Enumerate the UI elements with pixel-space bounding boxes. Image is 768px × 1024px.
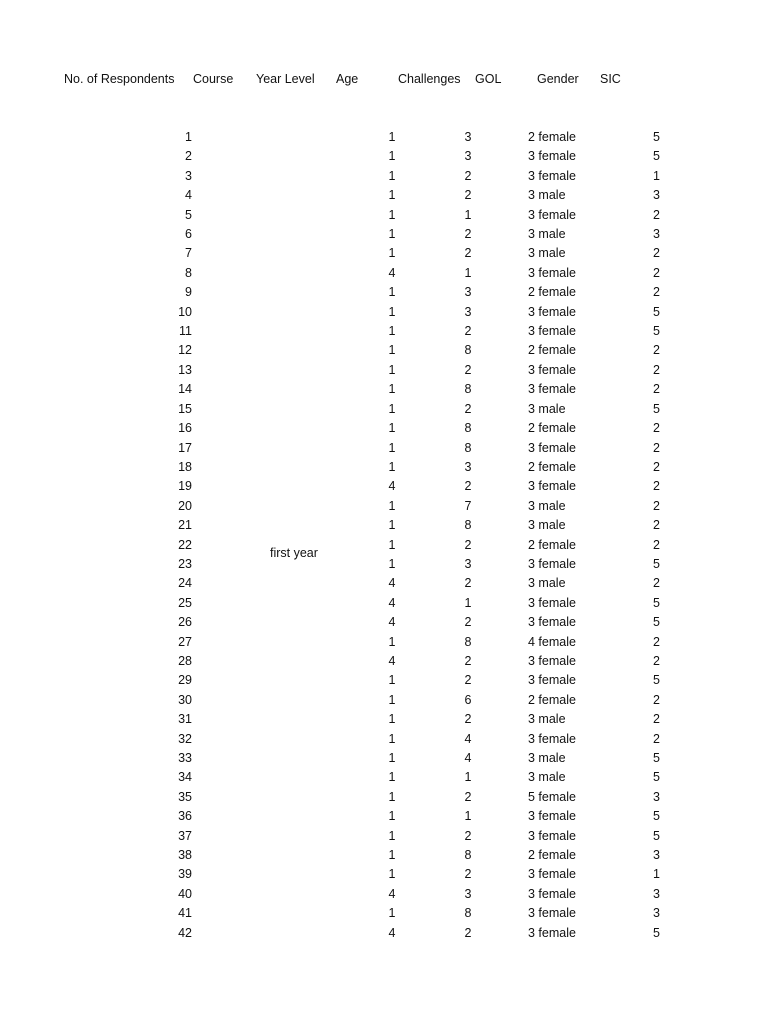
respondent-number: 9 (185, 285, 192, 300)
table-row (0, 613, 768, 632)
gender-value: 3 male (528, 401, 566, 416)
challenges-value: 1 (388, 751, 396, 765)
sic-value: 3 (653, 906, 660, 921)
sic-value: 5 (653, 770, 660, 785)
gender-value: 3 male (528, 188, 566, 203)
respondent-number: 35 (178, 789, 192, 804)
sic-value: 3 (653, 789, 660, 804)
table-row (0, 536, 768, 555)
gender-value: 3 male (528, 576, 566, 591)
respondent-number: 16 (178, 421, 192, 436)
respondent-number: 12 (178, 343, 192, 358)
respondent-number: 28 (178, 653, 192, 668)
gol-value: 2 (464, 712, 472, 727)
gol-value: 2 (464, 362, 472, 377)
challenges-value: 1 (388, 343, 396, 358)
respondent-number: 31 (178, 712, 192, 727)
respondent-number: 39 (178, 867, 192, 882)
table-row (0, 225, 768, 244)
challenges-value: 1 (388, 168, 396, 183)
challenges-value: 1 (388, 712, 396, 727)
respondent-number: 10 (178, 304, 192, 319)
respondent-number: 29 (178, 673, 192, 688)
table-row (0, 303, 768, 322)
sic-value: 3 (653, 886, 660, 901)
gender-value: 3 male (528, 770, 566, 785)
sic-value: 2 (653, 653, 660, 668)
table-row (0, 458, 768, 477)
gol-value: 2 (464, 168, 472, 183)
respondent-number: 40 (178, 886, 192, 901)
gol-value: 3 (464, 149, 472, 164)
respondent-number: 1 (185, 130, 192, 144)
challenges-value: 1 (388, 459, 396, 474)
challenges-value: 4 (388, 615, 396, 630)
respondent-number: 14 (178, 382, 192, 397)
gol-value: 2 (464, 789, 472, 804)
challenges-value: 1 (388, 867, 396, 882)
table-row (0, 264, 768, 283)
sic-value: 2 (653, 285, 660, 300)
sic-value: 2 (653, 731, 660, 746)
gender-value: 5 female (528, 789, 576, 804)
challenges-value: 1 (388, 848, 396, 863)
table-row (0, 516, 768, 535)
sic-value: 5 (653, 149, 660, 164)
table-row (0, 768, 768, 787)
respondent-number: 26 (178, 615, 192, 630)
respondent-number: 22 (178, 537, 192, 552)
table-row (0, 633, 768, 652)
challenges-value: 1 (388, 789, 396, 804)
challenges-value: 1 (388, 692, 396, 707)
challenges-value: 1 (388, 906, 396, 921)
gol-value: 8 (464, 421, 472, 436)
respondent-number: 2 (185, 149, 192, 164)
gol-value: 3 (464, 285, 472, 300)
header-year-level: Year Level (256, 72, 315, 86)
table-row (0, 147, 768, 166)
gender-value: 3 male (528, 751, 566, 765)
sic-value: 5 (653, 595, 660, 610)
table-row (0, 671, 768, 690)
header-gender: Gender (537, 72, 579, 86)
challenges-value: 1 (388, 828, 396, 843)
gender-value: 3 female (528, 207, 576, 222)
sic-value: 2 (653, 518, 660, 533)
table-row (0, 885, 768, 904)
table-row (0, 128, 768, 147)
respondent-number: 4 (185, 188, 192, 203)
challenges-value: 1 (388, 401, 396, 416)
challenges-value: 1 (388, 362, 396, 377)
gender-value: 3 male (528, 518, 566, 533)
table-row (0, 924, 768, 943)
table-row (0, 497, 768, 516)
table-row (0, 322, 768, 341)
gender-value: 3 female (528, 362, 576, 377)
gender-value: 3 female (528, 324, 576, 339)
sic-value: 3 (653, 227, 660, 242)
gender-value: 3 female (528, 265, 576, 280)
respondent-number: 27 (178, 634, 192, 649)
table-row (0, 400, 768, 419)
table-row (0, 361, 768, 380)
gender-value: 3 female (528, 168, 576, 183)
respondent-number: 32 (178, 731, 192, 746)
gol-value: 2 (464, 537, 472, 552)
gender-value: 3 female (528, 615, 576, 630)
respondent-number: 11 (179, 324, 192, 339)
gol-value: 3 (464, 304, 472, 319)
sic-value: 2 (653, 537, 660, 552)
gender-value: 3 female (528, 479, 576, 494)
sic-value: 2 (653, 382, 660, 397)
gender-value: 2 female (528, 459, 576, 474)
challenges-value: 1 (388, 770, 396, 785)
sic-value: 3 (653, 188, 660, 203)
gender-value: 3 male (528, 498, 566, 513)
gender-value: 2 female (528, 343, 576, 358)
table-row (0, 652, 768, 671)
gender-value: 4 female (528, 634, 576, 649)
respondent-number: 33 (178, 751, 192, 765)
gol-value: 2 (464, 673, 472, 688)
header-gol: GOL (475, 72, 502, 86)
sic-value: 2 (653, 207, 660, 222)
table-row (0, 749, 768, 768)
gol-value: 4 (464, 731, 472, 746)
gender-value: 2 female (528, 692, 576, 707)
gender-value: 3 female (528, 867, 576, 882)
challenges-value: 1 (388, 382, 396, 397)
gol-value: 2 (464, 401, 472, 416)
respondent-number: 23 (178, 556, 192, 571)
sic-value: 5 (653, 673, 660, 688)
gol-value: 2 (464, 615, 472, 630)
sic-value: 5 (653, 304, 660, 319)
respondent-number: 7 (185, 246, 192, 261)
sic-value: 2 (653, 246, 660, 261)
gol-value: 1 (464, 770, 472, 785)
respondent-number: 5 (185, 207, 192, 222)
challenges-value: 1 (388, 634, 396, 649)
gol-value: 2 (464, 925, 472, 940)
gender-value: 3 female (528, 149, 576, 164)
gol-value: 3 (464, 130, 472, 144)
challenges-value: 1 (388, 149, 396, 164)
gender-value: 3 female (528, 382, 576, 397)
gender-value: 2 female (528, 285, 576, 300)
table-row (0, 691, 768, 710)
challenges-value: 1 (388, 809, 396, 824)
gender-value: 3 male (528, 227, 566, 242)
gol-value: 2 (464, 479, 472, 494)
respondent-number: 8 (185, 265, 192, 280)
sic-value: 2 (653, 479, 660, 494)
respondent-number: 17 (178, 440, 192, 455)
challenges-value: 1 (388, 130, 396, 144)
sic-value: 5 (653, 925, 660, 940)
table-row (0, 419, 768, 438)
header-challenges: Challenges (398, 72, 461, 86)
table-row (0, 865, 768, 884)
challenges-value: 1 (388, 440, 396, 455)
sic-value: 2 (653, 265, 660, 280)
gender-value: 2 female (528, 848, 576, 863)
gender-value: 3 female (528, 731, 576, 746)
header-course: Course (193, 72, 234, 86)
gender-value: 3 female (528, 886, 576, 901)
challenges-value: 1 (388, 304, 396, 319)
challenges-value: 1 (388, 731, 396, 746)
challenges-value: 4 (388, 576, 396, 591)
respondent-number: 30 (178, 692, 192, 707)
table-row (0, 439, 768, 458)
gender-value: 2 female (528, 421, 576, 436)
challenges-value: 4 (388, 653, 396, 668)
sic-value: 2 (653, 440, 660, 455)
header-age: Age (336, 72, 359, 86)
respondent-number: 38 (178, 848, 192, 863)
respondent-number: 34 (178, 770, 192, 785)
table-row (0, 477, 768, 496)
respondent-number: 18 (178, 459, 192, 474)
sic-value: 2 (653, 421, 660, 436)
respondent-number: 42 (178, 925, 192, 940)
gol-value: 1 (464, 265, 472, 280)
gol-value: 2 (464, 188, 472, 203)
challenges-value: 1 (388, 421, 396, 436)
challenges-value: 1 (388, 537, 396, 552)
gol-value: 2 (464, 227, 472, 242)
respondent-number: 13 (178, 362, 192, 377)
gender-value: 3 female (528, 828, 576, 843)
gender-value: 3 female (528, 653, 576, 668)
table-row (0, 283, 768, 302)
respondent-number: 36 (178, 809, 192, 824)
table-row (0, 167, 768, 186)
table-row (0, 807, 768, 826)
sic-value: 5 (653, 751, 660, 765)
table-row (0, 710, 768, 729)
challenges-value: 1 (388, 324, 396, 339)
sic-value: 5 (653, 324, 660, 339)
gol-value: 1 (464, 595, 472, 610)
gol-value: 8 (464, 906, 472, 921)
sic-value: 2 (653, 498, 660, 513)
data-table (0, 128, 768, 943)
challenges-value: 4 (388, 479, 396, 494)
gol-value: 6 (464, 692, 472, 707)
sic-value: 3 (653, 848, 660, 863)
table-row (0, 244, 768, 263)
gender-value: 3 female (528, 556, 576, 571)
table-row (0, 827, 768, 846)
sic-value: 2 (653, 634, 660, 649)
respondent-number: 6 (185, 227, 192, 242)
gol-value: 2 (464, 867, 472, 882)
gol-value: 1 (464, 809, 472, 824)
challenges-value: 1 (388, 188, 396, 203)
table-row (0, 730, 768, 749)
sic-value: 1 (653, 168, 660, 183)
respondent-number: 24 (178, 576, 192, 591)
challenges-value: 1 (388, 246, 396, 261)
table-row (0, 594, 768, 613)
header-sic: SIC (600, 72, 621, 86)
gender-value: 3 female (528, 440, 576, 455)
sic-value: 5 (653, 556, 660, 571)
gender-value: 2 female (528, 130, 576, 144)
sic-value: 2 (653, 362, 660, 377)
respondent-number: 15 (178, 401, 192, 416)
gol-value: 8 (464, 343, 472, 358)
respondent-number: 41 (178, 906, 192, 921)
gol-value: 2 (464, 576, 472, 591)
challenges-value: 1 (388, 673, 396, 688)
gender-value: 2 female (528, 537, 576, 552)
challenges-value: 1 (388, 518, 396, 533)
gol-value: 2 (464, 653, 472, 668)
table-row (0, 788, 768, 807)
sic-value: 5 (653, 401, 660, 416)
sic-value: 2 (653, 343, 660, 358)
gol-value: 2 (464, 324, 472, 339)
gol-value: 3 (464, 886, 472, 901)
gol-value: 8 (464, 382, 472, 397)
gender-value: 3 female (528, 925, 576, 940)
gol-value: 7 (464, 498, 472, 513)
sic-value: 5 (653, 615, 660, 630)
challenges-value: 1 (388, 556, 396, 571)
gol-value: 2 (464, 828, 472, 843)
gender-value: 3 female (528, 304, 576, 319)
table-row (0, 846, 768, 865)
challenges-value: 1 (388, 285, 396, 300)
table-row (0, 186, 768, 205)
respondent-number: 19 (178, 479, 192, 494)
sic-value: 5 (653, 828, 660, 843)
gol-value: 8 (464, 634, 472, 649)
gol-value: 4 (464, 751, 472, 765)
challenges-value: 4 (388, 886, 396, 901)
gender-value: 3 female (528, 906, 576, 921)
table-row (0, 380, 768, 399)
gol-value: 8 (464, 848, 472, 863)
gol-value: 2 (464, 246, 472, 261)
gender-value: 3 male (528, 246, 566, 261)
table-row (0, 206, 768, 225)
gol-value: 3 (464, 459, 472, 474)
gol-value: 1 (464, 207, 472, 222)
gender-value: 3 female (528, 673, 576, 688)
gender-value: 3 male (528, 712, 566, 727)
challenges-value: 1 (388, 207, 396, 222)
sic-value: 2 (653, 712, 660, 727)
respondent-number: 20 (178, 498, 192, 513)
table-row (0, 574, 768, 593)
table-row (0, 341, 768, 360)
gol-value: 3 (464, 556, 472, 571)
sic-value: 2 (653, 459, 660, 474)
challenges-value: 4 (388, 925, 396, 940)
sic-value: 2 (653, 692, 660, 707)
respondent-number: 21 (178, 518, 192, 533)
sic-value: 2 (653, 576, 660, 591)
challenges-value: 4 (388, 265, 396, 280)
respondent-number: 37 (178, 828, 192, 843)
challenges-value: 1 (388, 227, 396, 242)
header-respondents: No. of Respondents (64, 72, 175, 86)
challenges-value: 1 (388, 498, 396, 513)
sic-value: 5 (653, 809, 660, 824)
gender-value: 3 female (528, 595, 576, 610)
gol-value: 8 (464, 518, 472, 533)
respondent-number: 25 (178, 595, 192, 610)
year-level-value: first year (270, 546, 318, 560)
challenges-value: 4 (388, 595, 396, 610)
sic-value: 5 (653, 130, 660, 144)
table-row (0, 904, 768, 923)
table-row (0, 555, 768, 574)
gender-value: 3 female (528, 809, 576, 824)
sic-value: 1 (653, 867, 660, 882)
respondent-number: 3 (185, 168, 192, 183)
gol-value: 8 (464, 440, 472, 455)
